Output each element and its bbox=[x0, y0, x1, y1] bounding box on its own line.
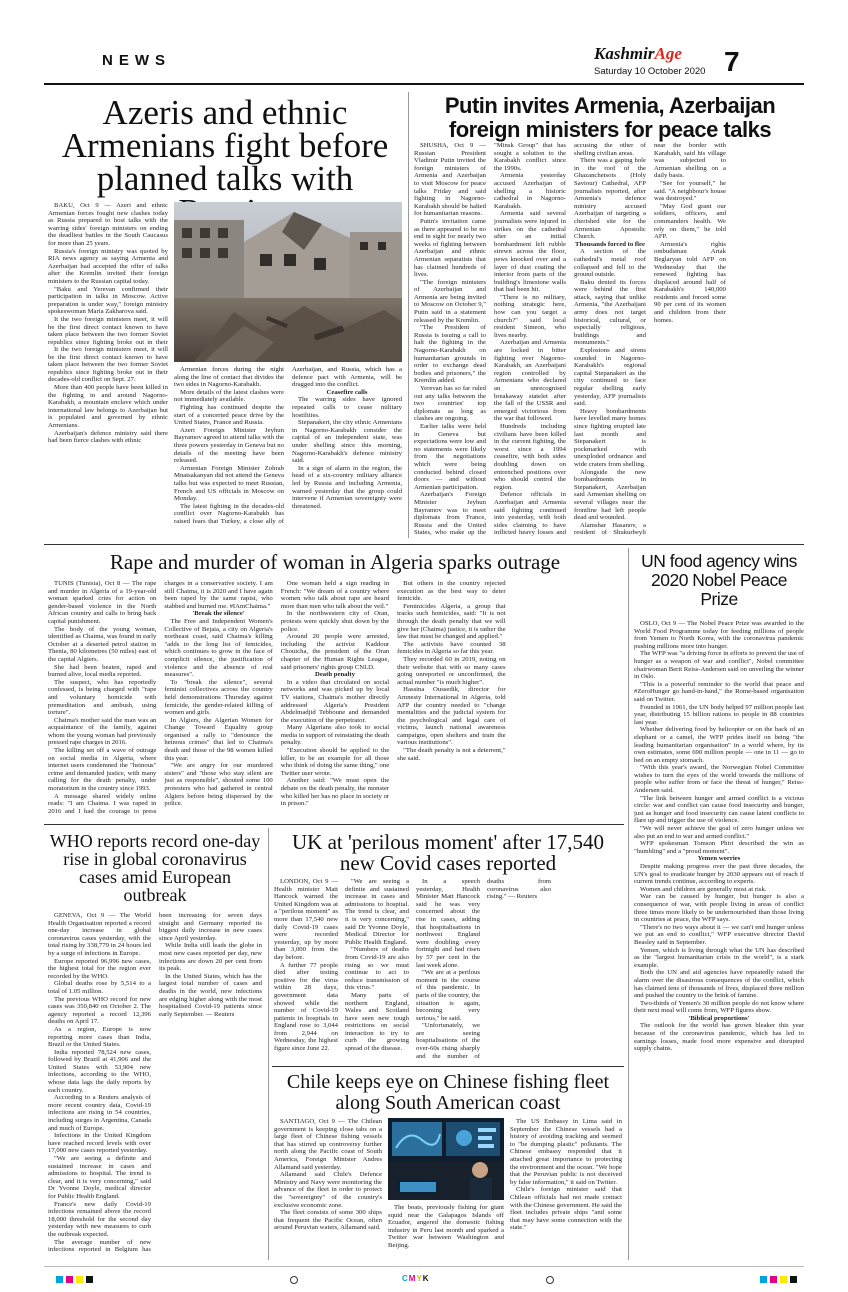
story6-headline: UK at 'perilous moment' after 17,540 new Covid cases reported bbox=[292, 830, 604, 875]
masthead-date: Saturday 10 October 2020 bbox=[594, 66, 706, 77]
divider-right-column bbox=[628, 548, 629, 1260]
footer-rule bbox=[44, 1266, 804, 1267]
swatch-cyan bbox=[56, 1276, 63, 1283]
story1-body-bottom: Armenian forces during the night along the line of contact that divides the two sides in Nagorno-Karabakh. More details of the latest clashes were not immediately available. Fighting has continued despite the start of a concerted peace drive by the United States, France and Russia. Azeri Foreign Minister Jeyhun Bayramov agreed to attend talks with the three powers yesterday in Geneva but no details of the meeting have been released. Armenian Foreign Minister Zohrab Mnatsakanyan did not attend the Geneva talks but was expected to meet Russian, French and US officials in Moscow on Monday. The latest fighting in the decades-old conflict over Nagorno-Karabakh has raised fears that Turkey, a close ally of Azerbaijan, and Russia, which has a defence pact with Armenia, will be dragged into the conflict. Ceasefire calls The warring sides have ignored repeated calls to cease military hostilities. Stepanakert, the city ethnic Armenians in Nagorno-Karabakh consider the capital of an independent state, was under shelling since this morning, Nagorno-Karabakh's defence ministry said. In a sign of alarm in the region, the head of a six-country military alliance led by Russia and including Armenia, warned yesterday that the group could intervene if Armenian sovereignty were threatened. bbox=[174, 366, 402, 525]
story2-headline: Putin invites Armenia, Azerbaijan foreign ministers for peace talks bbox=[444, 93, 776, 142]
cmyk-y: Y bbox=[416, 1274, 423, 1283]
story5-headline: WHO reports record one-day rise in global coronavirus cases amid European outbreak bbox=[49, 831, 261, 905]
story3-headline: Rape and murder of woman in Algeria sparks outrage bbox=[109, 550, 561, 574]
story7-headline: Chile keeps eye on Chinese fishing fleet along South American coast bbox=[286, 1071, 610, 1114]
swatch-black bbox=[86, 1276, 93, 1283]
cmyk-c: C bbox=[402, 1274, 409, 1283]
brand-logo bbox=[594, 44, 682, 64]
story1-body-left: It the two foreign ministers meet, it will be the first direct contact known to have taken place between the two former Soviet republics since fighting broke out in their decades-old conflict on Sept. 27. More than 400 people have been killed in the fighting in and around Nagorno-Karabakh, a mountain enclave which under international law belongs to Azerbaijan but is populated and governed by ethnic Armenians. Azerbaijan's defence ministry said there had been fierce clashes with ethnic bbox=[48, 346, 168, 445]
divider-uk bbox=[272, 1066, 624, 1067]
registration-mark bbox=[546, 1276, 554, 1284]
cmyk-k: K bbox=[422, 1274, 430, 1283]
brand-accent: Age bbox=[654, 44, 682, 63]
divider-mid-1 bbox=[44, 544, 804, 545]
story2-body: SHUSHA, Oct 9 — Russian President Vladimir Putin invited the foreign ministers of Armenia and Azerbaijan to visit Moscow for peace talks Friday and said fighting in Nagorno-Karabakh should be halted for humanitarian reasons. Putin's invitation came as there appeared to be no end in sight for nearly two weeks of fighting between Azerbaijan and ethnic Armenian separatists that has claimed hundreds of lives. "The foreign ministers of Azerbaijan and Armenia are being invited to Moscow on October 9," Putin said in a statement released by the Kremlin. "The President of Russia is issuing a call to halt the fighting in the Nagorno-Karabakh on humanitarian grounds in order to exchange dead bodies and prisoners," the Kremlin added. Yerevan has so far ruled out any talks between the two countries' top diplomats as long as clashes are ongoing. Earlier talks were held in Geneva but expectations were low and no statements were likely from the negotiations which were being conducted behind closed doors — and without Armenian participation. Azerbaijan's Foreign Minister Jeyhun Bayramov was to meet diplomats from France, Russia and the United States, who make up the "Minsk Group" that has sought a solution to the Karabakh conflict since the 1990s. Armenia yesterday accused Azerbaijan of shelling a historic cathedral in Nagorno-Karabakh. Armenia said several journalists were injured in strikes on the cathedral after an initial bombardment left rubble strewn across the floor, pews knocked over and a layer of dust coating the interior from parts of the building's limestone walls that had been hit. "There is no military, nothing strategic here, how can you target a church?" said local resident Simeon, who lives nearby. Azerbaijan and Armenia are locked in bitter fighting over Nagorno-Karabakh, an Azerbaijani region controlled by Armenians who declared an unrecognised breakaway statelet after the fall of the USSR and emerged victorious from the war that followed. Hundreds including civilians have been killed in the current fighting, the worst since a 1994 ceasefire, with both sides doubling down on entrenched positions over who should control the region. Defence officials in Azerbaijan and Armenia said fighting continued into yesterday, with both sides claiming to have inflicted heavy losses and accusing the other of shelling civilian areas. There was a gaping hole in the roof of the Ghazanchetsots (Holy Saviour) Cathedral, AFP journalists reported, after Armenia's defence ministry accused Azerbaijan of targeting a cherished site for the Armenian Apostolic Church. Thousands forced to flee A section of the cathedral's metal roof collapsed and fell to the ground outside. Baku denied its forces were behind the first attack, saying that unlike Armenia, "the Azerbaijani army does not target historical, cultural, or especially religious, buildings and monuments." Explosions and sirens sounded in Nagorno-Karabakh's regional capital Stepanakert as the city continued to face regular shelling early yesterday, AFP journalists said. Heavy bombardments have levelled many homes since fighting erupted late last month and Stepanakert is pockmarked with unexploded ordnance and wide craters from shelling. Alongside the new bombardments in Stepanakert, Azerbaijan said Armenian shelling on several villages near the frontline had left people dead and wounded. Alamshar Hasanov, a resident of Shukurbeyli near the border with Karabakh, said his village was subjected to Armenian shelling on a daily basis. "See for yourself," he said. "A neighbour's house was destroyed." "May God grant our soldiers, officers, and commanders health. We rely on them," he told AFP. Armenia's rights ombudsman Artak Beglaryan told AFP on Wednesday that the renewed fighting has displaced around half of Karabakh's 140,000 residents and forced some 90 per cent of its women and children from their homes. bbox=[414, 142, 726, 537]
swatch-cyan bbox=[760, 1276, 767, 1283]
story7-photo-monitoring-room bbox=[388, 1118, 504, 1200]
swatch-magenta bbox=[66, 1276, 73, 1283]
story1-body-top: BAKU, Oct 9 — Azeri and ethnic Armenian forces fought new clashes today as Russia prepared to host talks with the warring sides' foreign ministers on ending the deadliest battles in the South Caucasus for more than 25 years. Russia's foreign ministry was quoted by RIA news agency as saying Armenia and Azerbaijan had accepted the offer of talks after the Kremlin invited their foreign ministers to the Russian capital today. "Baku and Yerevan confirmed their participation in talks in Moscow. Active preparation is under way," foreign ministry spokeswoman Maria Zakharova said. It the two foreign ministers meet, it will be the first direct contact known to have taken place between the two former Soviet republics since fighting broke out in their bbox=[48, 202, 168, 346]
cmyk-m: M bbox=[408, 1274, 417, 1283]
swatch-black bbox=[790, 1276, 797, 1283]
story7-body-left: SANTIAGO, Oct 9 — The Chilean government is keeping close tabs on a large fleet of Chinese fishing vessels that has stirred up controversy further north along the Pacific coast of South America, Foreign Minister Andres Allamand said yesterday. Allamand said Chile's Defence Ministry and Navy were monitoring the advance of the fleet in order to protect the "sovereignty" of the country's exclusive economic zone. The fleet consists of some 300 ships that frequent the Pacific Ocean, often around Peruvian waters, Allamand said. bbox=[274, 1118, 382, 1232]
story5-body: GENEVA, Oct 9 — The World Health Organisation reported a record one-day increase in global coronavirus cases yesterday, with the total rising by 338,779 in 24 hours led by a surge of infections in Europe. Europe reported 96,996 new cases, the highest total for the region ever recorded by the WHO. Global deaths rose by 5,514 to a total of 1.05 million. The previous WHO record for new cases was 350,840 on October 2. The agency reported a record 12,396 deaths on April 17. As a region, Europe is now reporting more cases than India, Brazil or the United States. India reported 78,524 new cases, followed by Brazil at 41,906 and the United States with 53,904 new infections, according to the WHO, whose data lags the daily reports by each country. According to a Reuters analysis of more recent country data, Covid-19 infections are rising in 54 countries, including surges in Argentina, Canada and much of Europe. Infections in the United Kingdom have reached record levels with over 17,000 new cases reported yesterday. "We are seeing a definite and sustained increase in cases and admissions to hospital. The trend is clear, and it is very concerning," said Dr Yvonne Doyle, medical director for Public Health England. France's new daily Covid-19 infections remained above the record 18,000 threshold for the second day yesterday with new measures to curb the outbreak expected. The average number of new infections reported in Belgium has been increasing for seven days straight and Germany reported its biggest daily increase in new cases since April yesterday. While India still leads the globe in most new cases reported per day, new infections are down 20 per cent from its peak. In the United States, which has the largest total number of cases and deaths in the world, new infections are edging higher along with the most hospitalised Covid-19 patients since early September. — Reuters bbox=[48, 912, 262, 1254]
story1-photo-damaged-buildings bbox=[174, 202, 402, 362]
divider-who bbox=[268, 828, 269, 1260]
story4-headline: UN food agency wins 2020 Nobel Peace Prize bbox=[641, 551, 797, 609]
page-number: 7 bbox=[724, 46, 740, 77]
registration-mark bbox=[290, 1276, 298, 1284]
story3-body: TUNIS (Tunisia), Oct 8 — The rape and murder in Algeria of a 19-year-old woman sparked cries for action on gender-based violence in the North African country and calls to bring back capital punishment. The body of the young woman, identified as Chaima, was found in early October at a deserted petrol station in Thenia, 80 kilometres (50 miles) east of the capital Algiers. She had been beaten, raped and burned alive, local media reported. The suspect, who has reportedly confessed, is being charged with "rape and voluntary homicide with premeditation and ambush, using torture". Chaima's mother said the man was an acquaintance of the family, against whom the young woman had previously pressed rape charges in 2016. The killing set off a wave of outrage on social media in Algeria, where internet users condemned the "heinous" crime and demanded justice, with many calling for the death penalty, under moratorium in the country since 1993. A message shared widely online reads: "I am Chaima. I was raped in 2016 and I had the courage to press charges in a conservative society. I am still Chaima, it is 2020 and I have again been raped by the same rapist, who stabbed and burned me. #IAmChaima." 'Break the silence' The Free and Independent Women's Collective of Bejaia, a city on Algeria's northeast coast, said Chaima's killing "adds to the long list of femicides, which continues to grow in the face of complicit silence, the justification of violence and the absence of real measures". To "break the silence", several feminist collectives across the country held demonstrations Thursday against femicide, the gender-related killing of women and girls. In Algiers, the Algerian Women for Change Toward Equality group organised a rally to "denounce the heinous crimes" that led to Chaima's death and those of the 98 women killed this year. "We are angry for our murdered sisters" and "those who stay silent are just as responsible", shouted some 100 protesters who had gathered in central Algiers before being dispersed by the police. One woman held a sign reading in French: "We dream of a country where women who talk about rape are heard more than men who talk about the veil." In the northwestern city of Oran, protests were quickly shut down by the police. Around 20 people were arrested, including the activist Kaddour Chouicha, the president of the Oran chapter of the Human Rights League, said prisoners' rights group CNLD. Death penalty In a video that circulated on social networks and was picked up by local TV stations, Chaima's mother directly addressed Algeria's President Abdelmadjid Tebboune and demanded the execution of the perpetrator. Many Algerians also took to social media in support of reinstating the death penalty. "Execution should be applied to the killer, to be an example for all those who think of doing the same thing," one Twitter user wrote. Another said: "We must open the debate on the death penalty, the monster who killed her has no place in society or in prison." But others in the country rejected execution as the best way to deter femicide. Feminicides Algeria, a group that tracks such homicides, said: "It is not through the death penalty that we will give her (Chaima) justice, it is rather the law that must be changed and applied." The activists have counted 38 femicides in Algeria so far this year. They recorded 60 in 2019, noting on their website that with so many cases going unreported or unconfirmed, the actual number "is much higher". Hassina Oussedik, director for Amnesty International in Algeria, told AFP the country needed to "change mentalities and the judicial system for the psychological and legal care of victims, launch national awareness campaigns, open shelters and train the various institutions". "The death penalty is not a deterrent," she said. bbox=[48, 580, 506, 815]
swatch-magenta bbox=[770, 1276, 777, 1283]
swatch-yellow bbox=[780, 1276, 787, 1283]
story1-headline: Azeris and ethnic Armenians fight before planned talks with bbox=[61, 93, 389, 198]
swatch-yellow bbox=[76, 1276, 83, 1283]
section-label: NEWS bbox=[102, 52, 171, 69]
divider-mid-2 bbox=[44, 824, 624, 825]
story4-body: OSLO, Oct 9 — The Nobel Peace Prize was awarded to the World Food Programme today for feeding millions of people from Yemen to North Korea, with the coronavirus pandemic pushing millions more into hunger. The WFP was "a driving force in efforts to prevent the use of hunger as a weapon of war and conflict", Nobel committee chairwoman Berit Reiss-Andersen said on unveiling the winner in Oslo. "This is a powerful reminder to the world that peace and #ZeroHunger go hand-in-hand," the Rome-based organisation said on Twitter. Founded in 1961, the UN body helped 97 million people last year, distributing 15 billion rations to people in 88 countries last year. Whether delivering food by helicopter or on the back of an elephant or a camel, the WFP prides itself on being "the leading humanitarian organisation" in a world where, by its own estimates, some 690 million people — one in 11 — go to bed on an empty stomach. "With this year's award, the Norwegian Nobel Committee wishes to turn the eyes of the world towards the millions of people who suffer from or face the threat of hunger," Reiss-Andersen said. "The link between hunger and armed conflict is a vicious circle: war and conflict can cause food insecurity and hunger, just as hunger and food insecurity can cause latent conflicts to flare up and trigger the use of violence. "We will never achieve the goal of zero hunger unless we also put an end to war and armed conflict." WFP spokesman Tomson Phiri described the win as "humbling" and a "proud moment". Yemen worries Despite making progress over the past three decades, the UN's goal to eradicate hunger by 2030 appears out of reach if current trends continue, according to experts. Women and children are generally most at risk. War can be caused by hunger, but hunger is also a consequence of war, with people living in areas of conflict three times more likely to be undernourished than those living in countries at peace, the WFP says. "There's no two ways about it — we can't end hunger unless we put an end to conflict," WFP executive director David Beasley said in September. Yemen, which is living through what the UN has described as the "largest humanitarian crisis in the world", is a stark example. Both the UN and aid agencies have repeatedly raised the alarm over the disastrous consequences of the conflict, which has claimed tens of thousands of lives, displaced three million and pushed the country to the brink of famine. Two-thirds of Yemen's 30 million people do not know where their next meal will come from, WFP figures show. 'Biblical proportions' The outlook for the world has grown bleaker this year because of the coronavirus pandemic, which has led to earnings losses, made food more expensive and disrupted supply chains. bbox=[634, 620, 804, 1053]
story7-body-mid: The boats, previously fishing for giant squid near the Galapagos Islands off Ecuador, angered the domestic fishing industry in Peru last month and sparked a Twitter war between Washington and Beijing. bbox=[388, 1204, 504, 1249]
story7-body-right: The US Embassy in Lima said in September the Chinese vessels had a history of avoiding tracking and seemed to "be dumping plastic" pollutants. The Chinese embassy responded that it attached great importance to protecting the environment and the ocean. "We hope that the Peruvian public is not deceived by false information," it said on Twitter. Chile's foreign minister said that Chilean officials had not made contact with the Chinese government. He said the fleet includes private ships "and some that may have some connection with the state." bbox=[510, 1118, 622, 1232]
masthead-rule bbox=[44, 83, 804, 85]
story6-body: LONDON, Oct 9 — Health minister Matt Hancock warned the United Kingdom was at a "perilous moment" as more than 17,540 new daily Covid-19 cases were recorded yesterday, up by more than 3,000 from the day before. A further 77 people died after testing positive for the virus within 28 days, government data showed while the number of Covid-19 patients in hospitals in England rose to 3,044 from 2,944 on Wednesday, the highest figure since June 22. "We are seeing a definite and sustained increase in cases and admissions to hospital. The trend is clear, and it is very concerning," said Dr Yvonne Doyle, Medical Director for Public Health England. "Numbers of deaths from Covid-19 are also rising so we must continue to act to reduce transmission of this virus." Many parts of northern England, Wales and Scotland have seen new tough restrictions on social interaction to try to curb the growing spread of the disease. In a speech yesterday, Health Minister Matt Hancock said he was very concerned about the rise in cases, adding that hospitalisations in northwest England were doubling every fortnight and had risen by 57 per cent in the last week alone. "We are at a perilous moment in the course of this pandemic. In parts of the country, the situation is again, becoming very serious," he said. "Unfortunately, we are seeing hospitalisations of the over-60s rising sharply and the number of deaths from coronavirus also rising." — Reuters bbox=[274, 878, 551, 1060]
divider-top bbox=[408, 92, 409, 538]
brand-main: Kashmir bbox=[594, 44, 655, 63]
cmyk-label bbox=[402, 1274, 430, 1283]
